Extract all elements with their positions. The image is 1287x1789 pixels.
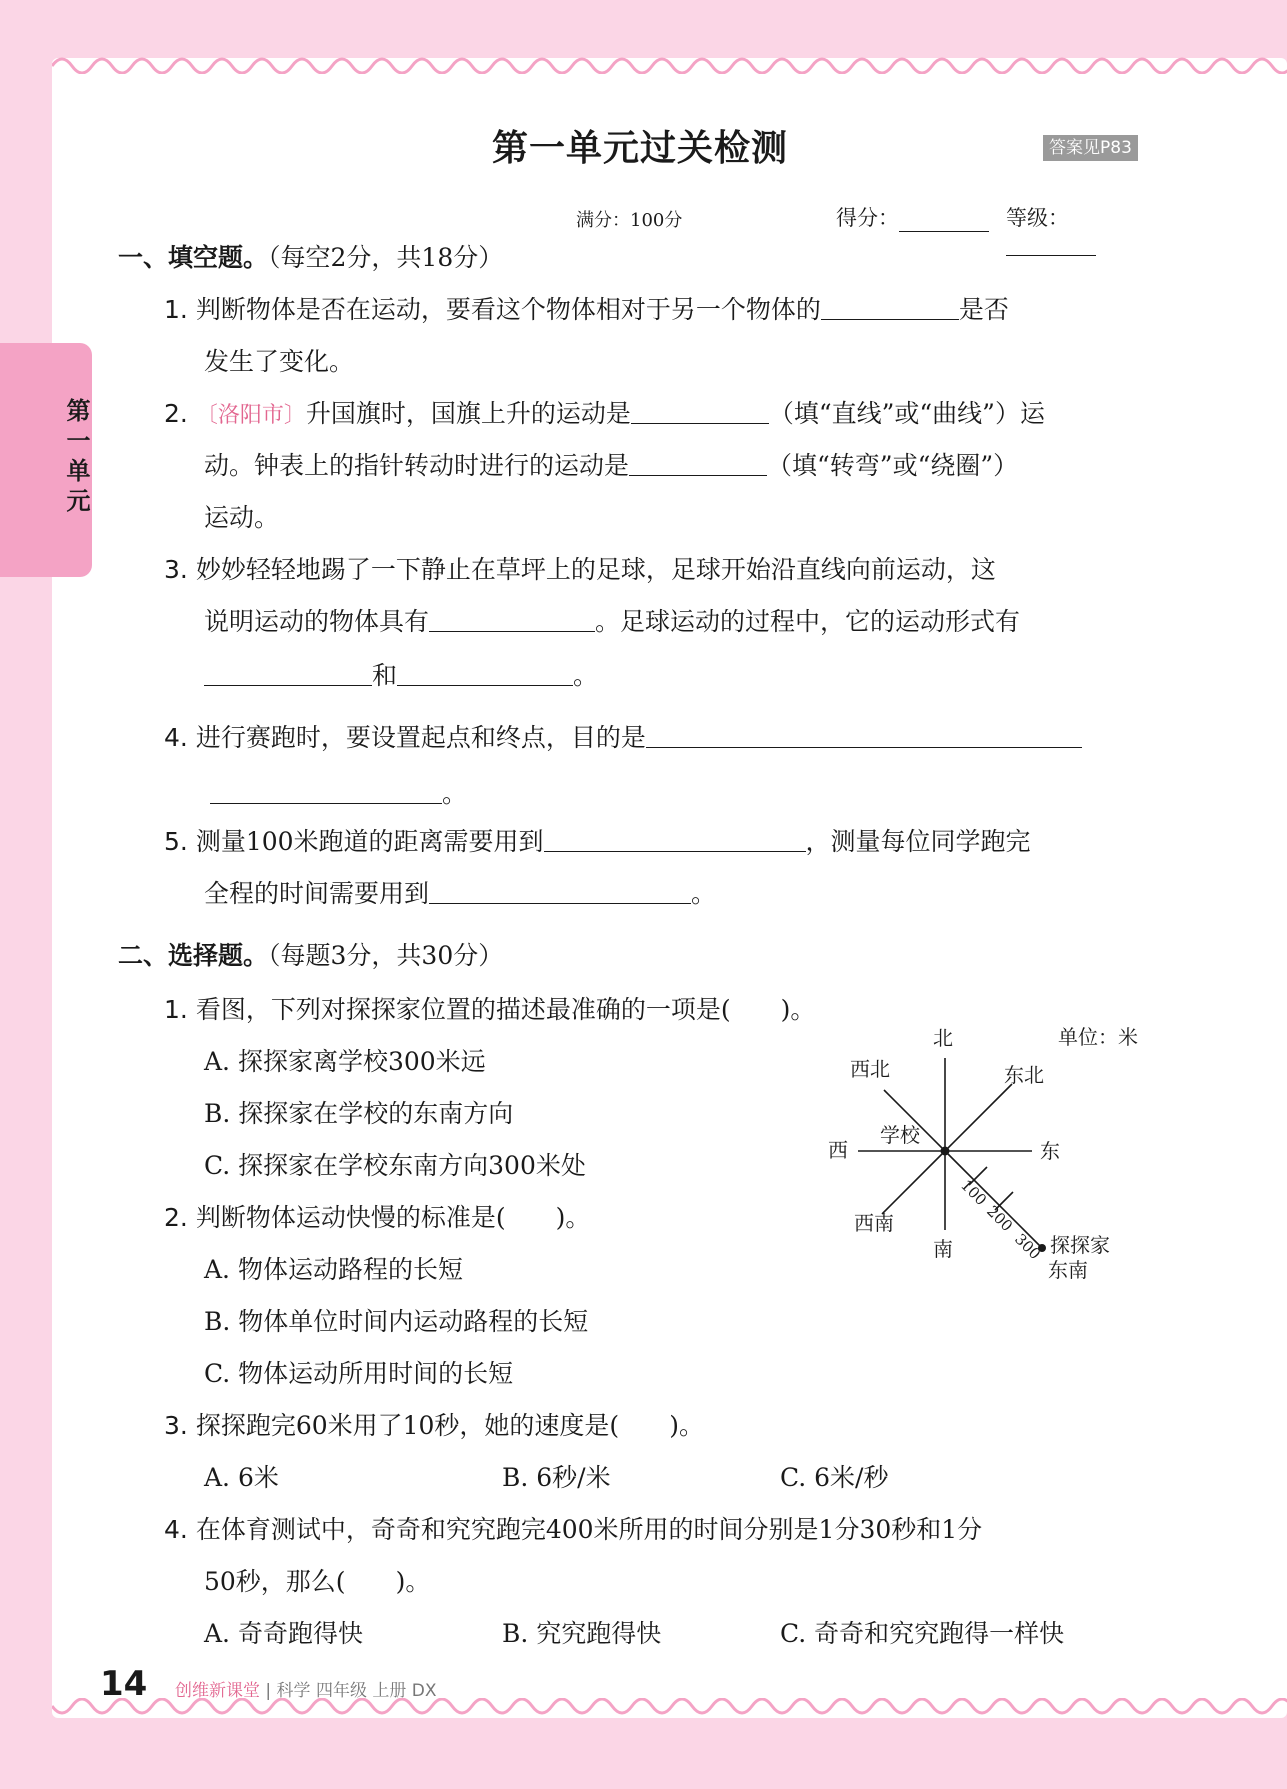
wavy-border-bottom bbox=[52, 1698, 1287, 1728]
northeast-label: 东北 bbox=[1004, 1063, 1044, 1087]
choice-q2-stem bbox=[164, 1198, 590, 1234]
answer-blank[interactable] bbox=[429, 879, 691, 904]
fill-q3-line3 bbox=[204, 656, 598, 692]
question-text: 全程的时间需要用到 bbox=[204, 879, 430, 908]
page-number: 14 bbox=[100, 1664, 148, 1704]
fill-q5-line1 bbox=[164, 822, 1031, 858]
question-number: 3. bbox=[164, 555, 188, 584]
west-label: 西 bbox=[828, 1138, 848, 1162]
grade-field[interactable] bbox=[1006, 202, 1156, 256]
question-text: 判断物体运动快慢的标准是( )。 bbox=[195, 1203, 591, 1232]
question-text: 。 bbox=[573, 661, 599, 690]
section-title: 二、选择题。 bbox=[118, 941, 269, 970]
question-text: 在体育测试中，奇奇和究究跑完400米所用的时间分别是1分30秒和1分 bbox=[195, 1515, 983, 1544]
fill-q2-line1 bbox=[164, 394, 1045, 430]
southeast-label: 东南 bbox=[1048, 1258, 1088, 1282]
fill-q5-line2 bbox=[204, 874, 716, 910]
wavy-border-top bbox=[52, 44, 1287, 74]
question-number: 4. bbox=[164, 1515, 188, 1544]
full-score-label: 满分：100分 bbox=[576, 210, 683, 231]
question-text: 测量100米跑道的距离需要用到 bbox=[195, 827, 544, 856]
home-label: 探探家 bbox=[1050, 1233, 1110, 1257]
question-text: 进行赛跑时，要设置起点和终点，目的是 bbox=[195, 723, 646, 752]
answer-blank[interactable] bbox=[821, 295, 959, 320]
section-choice-heading bbox=[118, 936, 503, 972]
tick-label-300: 300 bbox=[1011, 1230, 1045, 1264]
question-number: 4. bbox=[164, 723, 188, 752]
choice-q3-option-a[interactable]: A. 6米 bbox=[204, 1463, 279, 1492]
southwest-axis bbox=[882, 1151, 945, 1214]
choice-q4-stem-line2: 50秒，那么( )。 bbox=[204, 1567, 431, 1596]
book-info: 科学 四年级 上册 DX bbox=[276, 1681, 437, 1701]
question-text: 。 bbox=[691, 879, 717, 908]
question-text: 说明运动的物体具有 bbox=[204, 607, 430, 636]
fill-q1-line2: 发生了变化。 bbox=[204, 347, 355, 376]
score-field[interactable] bbox=[836, 202, 989, 232]
northwest-label: 西北 bbox=[850, 1057, 890, 1081]
tick-label-200: 200 bbox=[983, 1202, 1017, 1236]
choice-q2-option-b[interactable]: B. 物体单位时间内运动路程的长短 bbox=[204, 1307, 589, 1336]
brand-name: 创维新课堂 bbox=[175, 1681, 260, 1701]
southwest-label: 西南 bbox=[854, 1211, 894, 1235]
answer-blank[interactable] bbox=[397, 661, 573, 686]
fill-q4-line2 bbox=[210, 774, 467, 810]
question-text: 看图，下列对探探家位置的描述最准确的一项是( )。 bbox=[195, 995, 816, 1024]
region-tag: 〔洛阳市〕 bbox=[195, 403, 306, 428]
section-note: （每空2分，共18分） bbox=[268, 243, 504, 272]
question-number: 1. bbox=[164, 295, 188, 324]
unit-side-tab-label: 第一单元 bbox=[62, 398, 90, 518]
choice-q1-stem bbox=[164, 990, 815, 1026]
choice-q4-option-b[interactable]: B. 究究跑得快 bbox=[502, 1619, 662, 1648]
question-text: 。 bbox=[442, 779, 468, 808]
school-point bbox=[941, 1147, 950, 1156]
score-label: 得分： bbox=[836, 206, 899, 230]
choice-q2-option-c[interactable]: C. 物体运动所用时间的长短 bbox=[204, 1359, 514, 1388]
question-number: 1. bbox=[164, 995, 188, 1024]
northeast-axis bbox=[945, 1084, 1012, 1151]
question-text: 和 bbox=[372, 661, 398, 690]
south-label: 南 bbox=[933, 1237, 953, 1261]
score-row bbox=[576, 200, 1156, 234]
answer-blank[interactable] bbox=[210, 779, 442, 804]
fill-q4-line1 bbox=[164, 718, 1082, 754]
fill-q2-line2 bbox=[204, 446, 1018, 482]
choice-q1-option-a[interactable]: A. 探探家离学校300米远 bbox=[204, 1047, 486, 1076]
question-text: 升国旗时，国旗上升的运动是 bbox=[305, 399, 631, 428]
answer-reference-badge: 答案见P83 bbox=[1043, 135, 1138, 161]
question-text: 判断物体是否在运动，要看这个物体相对于另一个物体的 bbox=[195, 295, 821, 324]
answer-blank[interactable] bbox=[544, 827, 806, 852]
section-fill-in-heading bbox=[118, 238, 503, 274]
page-title: 第一单元过关检测 bbox=[491, 128, 788, 169]
fill-q3-line2 bbox=[204, 602, 1020, 638]
section-title: 一、填空题。 bbox=[118, 243, 269, 272]
question-text: 妙妙轻轻地踢了一下静止在草坪上的足球，足球开始沿直线向前运动，这 bbox=[195, 555, 996, 584]
answer-blank[interactable] bbox=[629, 451, 767, 476]
east-label: 东 bbox=[1040, 1139, 1060, 1163]
question-text: 动。钟表上的指针转动时进行的运动是 bbox=[204, 451, 630, 480]
question-number: 2. bbox=[164, 1203, 188, 1232]
question-number: 3. bbox=[164, 1411, 188, 1440]
fill-q2-line3: 运动。 bbox=[204, 503, 280, 532]
question-text: ，测量每位同学跑完 bbox=[805, 827, 1031, 856]
answer-blank[interactable] bbox=[429, 607, 595, 632]
fill-q1-line1 bbox=[164, 290, 1009, 326]
unit-label: 单位：米 bbox=[1058, 1025, 1138, 1049]
school-label: 学校 bbox=[880, 1123, 920, 1147]
choice-q3-option-b[interactable]: B. 6秒/米 bbox=[502, 1463, 611, 1492]
compass-diagram bbox=[820, 1020, 1160, 1290]
choice-q4-option-c[interactable]: C. 奇奇和究究跑得一样快 bbox=[780, 1619, 1065, 1648]
footer-info: 创维新课堂 | 科学 四年级 上册 DX bbox=[175, 1681, 437, 1701]
choice-q1-option-c[interactable]: C. 探探家在学校东南方向300米处 bbox=[204, 1151, 586, 1180]
grade-label: 等级： bbox=[1006, 206, 1069, 230]
north-label: 北 bbox=[933, 1026, 953, 1050]
choice-q4-stem bbox=[164, 1510, 982, 1546]
answer-blank[interactable] bbox=[646, 723, 1082, 748]
question-number: 5. bbox=[164, 827, 188, 856]
question-text: 探探跑完60米用了10秒，她的速度是( )。 bbox=[195, 1411, 704, 1440]
section-note: （每题3分，共30分） bbox=[268, 941, 504, 970]
question-text: （填“直线”或“曲线”）运 bbox=[768, 399, 1045, 428]
choice-q3-stem bbox=[164, 1406, 704, 1442]
fill-q3-line1 bbox=[164, 550, 996, 586]
answer-blank[interactable] bbox=[631, 399, 769, 424]
choice-q1-option-b[interactable]: B. 探探家在学校的东南方向 bbox=[204, 1099, 514, 1128]
question-text: 是否 bbox=[958, 295, 1009, 324]
tick-label-100: 100 bbox=[957, 1176, 991, 1210]
question-text: （填“转弯”或“绕圈”） bbox=[767, 451, 1019, 480]
question-number: 2. bbox=[164, 399, 188, 428]
choice-q3-option-c[interactable]: C. 6米/秒 bbox=[780, 1463, 889, 1492]
answer-blank[interactable] bbox=[204, 661, 372, 686]
choice-q2-option-a[interactable]: A. 物体运动路程的长短 bbox=[204, 1255, 463, 1284]
question-text: 。足球运动的过程中，它的运动形式有 bbox=[595, 607, 1021, 636]
choice-q4-option-a[interactable]: A. 奇奇跑得快 bbox=[204, 1619, 363, 1648]
